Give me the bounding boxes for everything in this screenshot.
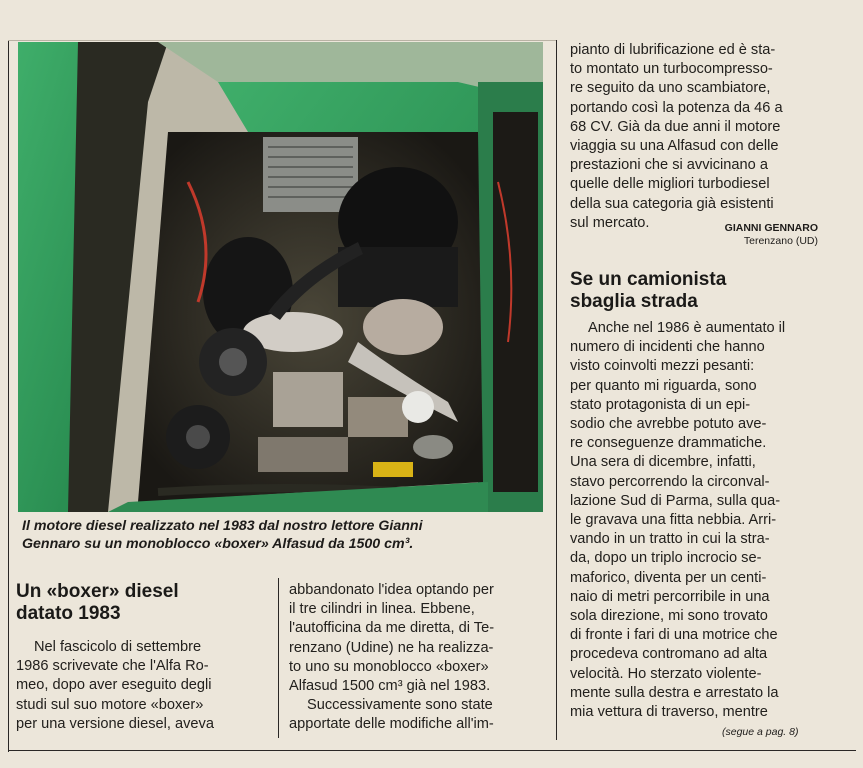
article1-column-1 bbox=[16, 638, 268, 734]
headline-line: Un «boxer» diesel bbox=[16, 581, 179, 602]
text-line: naio di metri percorribile in una bbox=[570, 588, 770, 605]
text-line: di fronte i fari di una motrice che bbox=[570, 627, 778, 644]
caption-line: Gennaro su un monoblocco «boxer» Alfasud da 1500 cm³. bbox=[22, 536, 414, 552]
text-line: maforico, diventa per un centi- bbox=[570, 569, 767, 586]
text-line: visto coinvolti mezzi pesanti: bbox=[570, 358, 755, 375]
bottom-rule bbox=[8, 750, 856, 751]
text-line: mia vettura di traverso, mentre bbox=[570, 704, 768, 721]
engine-bay-photo bbox=[18, 42, 543, 512]
article1-column-2 bbox=[289, 581, 547, 735]
engine-illustration bbox=[18, 42, 543, 512]
continued-note: (segue a pag. 8) bbox=[722, 726, 799, 738]
text-line: meo, dopo aver eseguito degli bbox=[16, 677, 212, 694]
author-name: GIANNI GENNARO bbox=[724, 222, 818, 234]
headline-line: sbaglia strada bbox=[570, 291, 698, 312]
text-line: il tre cilindri in linea. Ebbene, bbox=[289, 601, 475, 618]
text-line: to uno su monoblocco «boxer» bbox=[289, 658, 489, 675]
text-line: Alfasud 1500 cm³ già nel 1983. bbox=[289, 678, 491, 695]
text-line: apportate delle modifiche all'im- bbox=[289, 716, 494, 733]
text-line: renzano (Udine) ne ha realizza- bbox=[289, 639, 494, 656]
text-line: della sua categoria già esistenti bbox=[570, 195, 774, 212]
text-line: pianto di lubrificazione ed è sta- bbox=[570, 42, 776, 58]
text-line: le gravava una fitta nebbia. Arri- bbox=[570, 512, 777, 529]
article1-byline bbox=[660, 222, 818, 248]
text-line: quelle delle migliori turbodiesel bbox=[570, 176, 770, 193]
text-line: procedeva contromano ad alta bbox=[570, 646, 768, 663]
headline-line: datato 1983 bbox=[16, 603, 121, 624]
text-line: viaggia su una Alfasud con delle bbox=[570, 138, 779, 155]
text-line: mente sulla destra e arrestato la bbox=[570, 684, 779, 701]
headline-line: Se un camionista bbox=[570, 269, 727, 290]
text-line: stavo percorrendo la circonval- bbox=[570, 473, 770, 490]
text-line: velocità. Ho sterzato violente- bbox=[570, 665, 762, 682]
caption-line: Il motore diesel realizzato nel 1983 dal nostro lettore Gianni bbox=[22, 518, 423, 534]
text-line: Nel fascicolo di settembre bbox=[34, 639, 202, 655]
article2-body bbox=[570, 319, 855, 722]
text-line: to montato un turbocompresso- bbox=[570, 61, 773, 78]
text-line: 1986 scrivevate che l'Alfa Ro- bbox=[16, 658, 209, 675]
text-line: l'autofficina da me diretta, di Te- bbox=[289, 620, 495, 637]
author-location: Terenzano (UD) bbox=[743, 235, 818, 247]
text-line: vando in un tratto in cui la stra- bbox=[570, 531, 770, 548]
top-rule bbox=[8, 40, 556, 41]
text-line: sul mercato. bbox=[570, 214, 650, 231]
article1-column-3 bbox=[570, 41, 855, 233]
text-line: per una versione diesel, aveva bbox=[16, 715, 214, 732]
text-line: per quanto mi riguarda, sono bbox=[570, 377, 757, 394]
text-line: portando così la potenza da 46 a bbox=[570, 99, 783, 116]
text-line: re conseguenze drammatiche. bbox=[570, 435, 767, 452]
text-line: prestazioni che si avvicinano a bbox=[570, 157, 768, 174]
article1-headline bbox=[16, 581, 179, 625]
text-line: Una sera di dicembre, infatti, bbox=[570, 454, 756, 471]
text-line: re seguito da uno scambiatore, bbox=[570, 80, 771, 97]
text-line: numero di incidenti che hanno bbox=[570, 339, 765, 356]
text-line: sodio che avrebbe potuto ave- bbox=[570, 416, 767, 433]
column-divider-main bbox=[556, 40, 557, 740]
text-line: Anche nel 1986 è aumentato il bbox=[588, 320, 786, 336]
left-margin-rule bbox=[8, 40, 9, 752]
text-line: stato protagonista di un epi- bbox=[570, 396, 751, 413]
text-line: 68 CV. Già da due anni il motore bbox=[570, 118, 781, 135]
text-line: Successivamente sono state bbox=[307, 697, 493, 714]
text-line: abbandonato l'idea optando per bbox=[289, 582, 494, 598]
text-line: lazione Sud di Parma, sulla qua- bbox=[570, 492, 781, 509]
text-line: studi sul suo motore «boxer» bbox=[16, 696, 204, 713]
column-divider-lower bbox=[278, 578, 279, 738]
photo-caption bbox=[22, 517, 542, 553]
text-line: sola direzione, mi sono trovato bbox=[570, 608, 768, 625]
text-line: da, dopo un triplo incrocio se- bbox=[570, 550, 762, 567]
article2-headline bbox=[570, 269, 726, 313]
